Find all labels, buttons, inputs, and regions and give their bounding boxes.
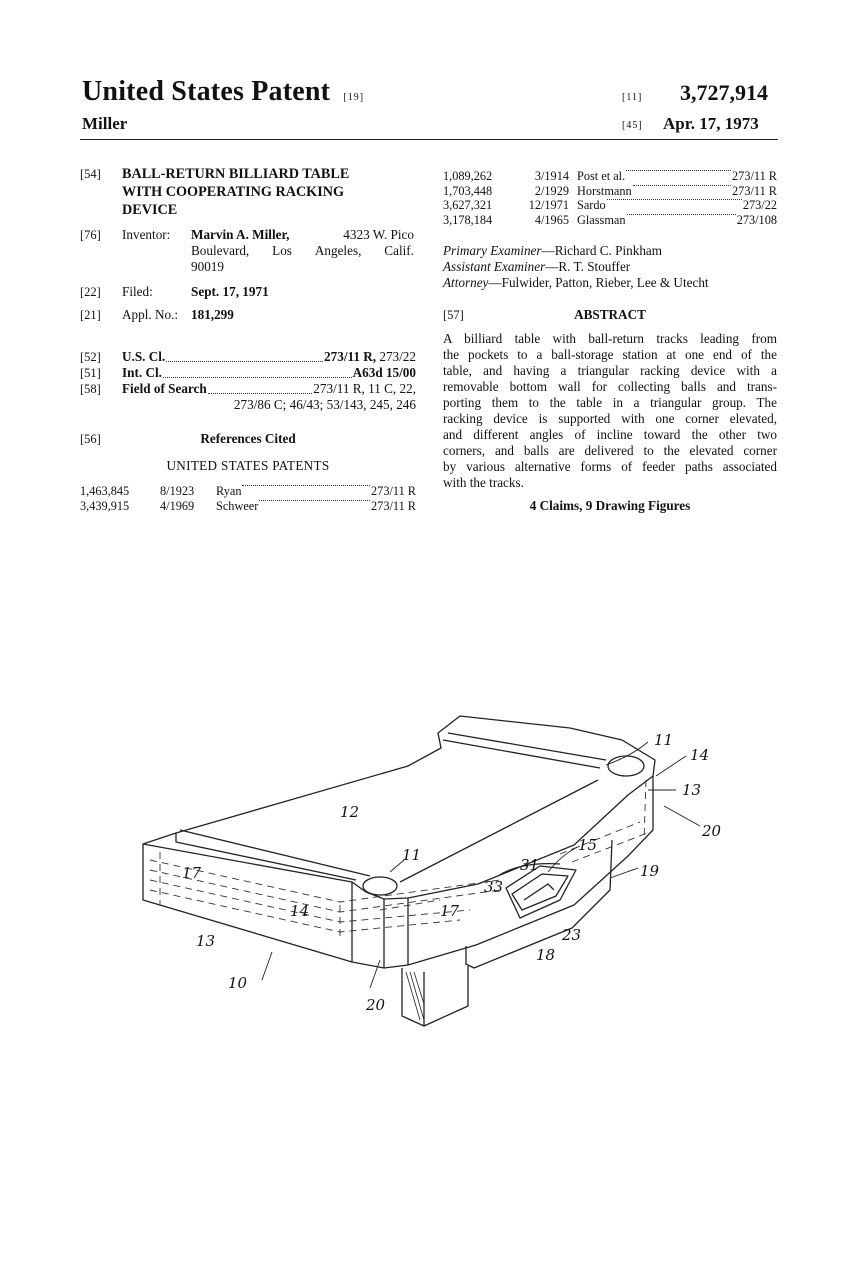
claims-summary: 4 Claims, 9 Drawing Figures [529,498,691,513]
table-rail [176,833,356,880]
ref-numeral: 13 [196,932,216,950]
ref-row: 1,089,262 3/1914 Post et al. 273/11 R [443,169,777,183]
date-code: [45] [622,120,643,131]
field-search-line-2: 273/86 C; 46/43; 53/143, 245, 246 [233,397,416,412]
ref-numeral: 15 [578,836,598,854]
ref-row: 3,439,915 4/1969 Schweer 273/11 R [80,498,416,513]
racking-device [524,884,554,900]
ref-numeral: 13 [682,781,702,799]
table-side-face [384,776,653,968]
table-rail [400,780,598,882]
leader-line [610,868,638,878]
title-field-code: [54] [80,167,101,181]
ref-numeral: 12 [340,803,360,821]
table-rail [448,733,606,760]
inventor-surname: Miller [82,114,128,133]
ref-row: 1,463,845 8/1923 Ryan 273/11 R [80,484,416,498]
leader-line [656,756,686,776]
ref-numeral: 14 [290,902,310,920]
ref-numeral: 10 [228,974,248,992]
racking-device [506,866,576,918]
appl-field-code: [21] [80,308,101,322]
ref-row: 1,703,448 2/1929 Horstmann 273/11 R [443,183,777,198]
appl-number: 181,299 [191,307,234,322]
inventor-details: Marvin A. Miller, 4323 W. Pico Boulevard, Los Angeles, Calif. 90019 [191,227,414,274]
field-search-line: Field of Search 273/11 R, 11 C, 22, [122,381,416,396]
int-class-code: [51] [80,366,101,380]
ref-numeral: 23 [562,926,582,944]
inventor-field-code: [76] [80,228,101,242]
us-class-code: [52] [80,350,101,364]
refs-field-code: [56] [80,432,101,446]
int-class-line: Int. Cl. A63d 15/00 [122,365,416,380]
leader-line [664,806,700,826]
abstract-title: ABSTRACT [574,307,646,322]
return-track [644,780,646,840]
patent-office-title: United States Patent [19] [82,76,365,107]
assistant-examiner: Assistant Examiner—R. T. Stouffer [443,259,631,274]
ref-numeral: 33 [484,878,504,896]
leader-line [262,952,272,980]
attorney: Attorney—Fulwider, Patton, Rieber, Lee & Utecht [443,275,709,290]
inventor-label: Inventor: [122,227,171,242]
patent-number-code: [11] [622,92,643,103]
ref-numeral: 31 [520,856,540,874]
table-rail [180,830,370,876]
patent-number: 3,727,914 [680,80,768,105]
ref-numeral: 11 [402,846,422,864]
base-hatch [406,972,424,1020]
ref-numeral: 17 [440,902,460,920]
invention-title: BALL-RETURN BILLIARD TABLE WITH COOPERATING RACKING DEVICE [122,166,350,218]
return-track [560,822,640,854]
refs-title: References Cited [200,431,296,446]
filed-field-code: [22] [80,285,101,299]
ref-row: 3,627,321 12/1971 Sardo 273/22 [443,198,777,212]
ref-row: 3,178,184 4/1965 Glassman 273/108 [443,212,777,227]
abstract-code: [57] [443,308,464,322]
table-front-face [143,844,384,968]
ref-numeral: 17 [182,864,202,882]
leader-line [370,960,380,988]
patent-date: Apr. 17, 1973 [663,114,759,133]
ref-numeral: 11 [654,731,674,749]
filed-label: Filed: [122,284,153,299]
ref-numeral: 20 [366,996,386,1014]
return-track [150,860,500,902]
ref-numeral: 19 [640,862,660,880]
ref-numeral: 18 [536,946,556,964]
abstract-body: A billiard table with ball-return tracks leading from the pockets to a ball-storage station at one end of the table, and having a triangular racking device with a removable bottom wall for collecting balls and trans- porting them to the table in a triangular group. The racking device is supported with one corner elevated, and different angles of incline toward the other two corners, and balls are delivered to the elevated corner by various alternative forms of feeder paths associated with the tracks. [443,331,777,490]
corner-pocket [363,877,397,895]
title-code: [19] [343,92,365,103]
table-top-outline [143,716,655,899]
cabinet [424,966,468,1026]
primary-examiner: Primary Examiner—Richard C. Pinkham [443,243,663,258]
us-class-line: U.S. Cl. 273/11 R, 273/22 [122,349,416,364]
ref-numeral: 20 [702,822,722,840]
corner-pocket [608,756,644,776]
refs-subtitle: UNITED STATES PATENTS [166,458,330,473]
ref-numeral: 14 [690,746,710,764]
filed-date: Sept. 17, 1971 [191,284,269,299]
appl-label: Appl. No.: [122,307,179,322]
field-search-code: [58] [80,382,101,396]
table-rail [443,740,600,768]
